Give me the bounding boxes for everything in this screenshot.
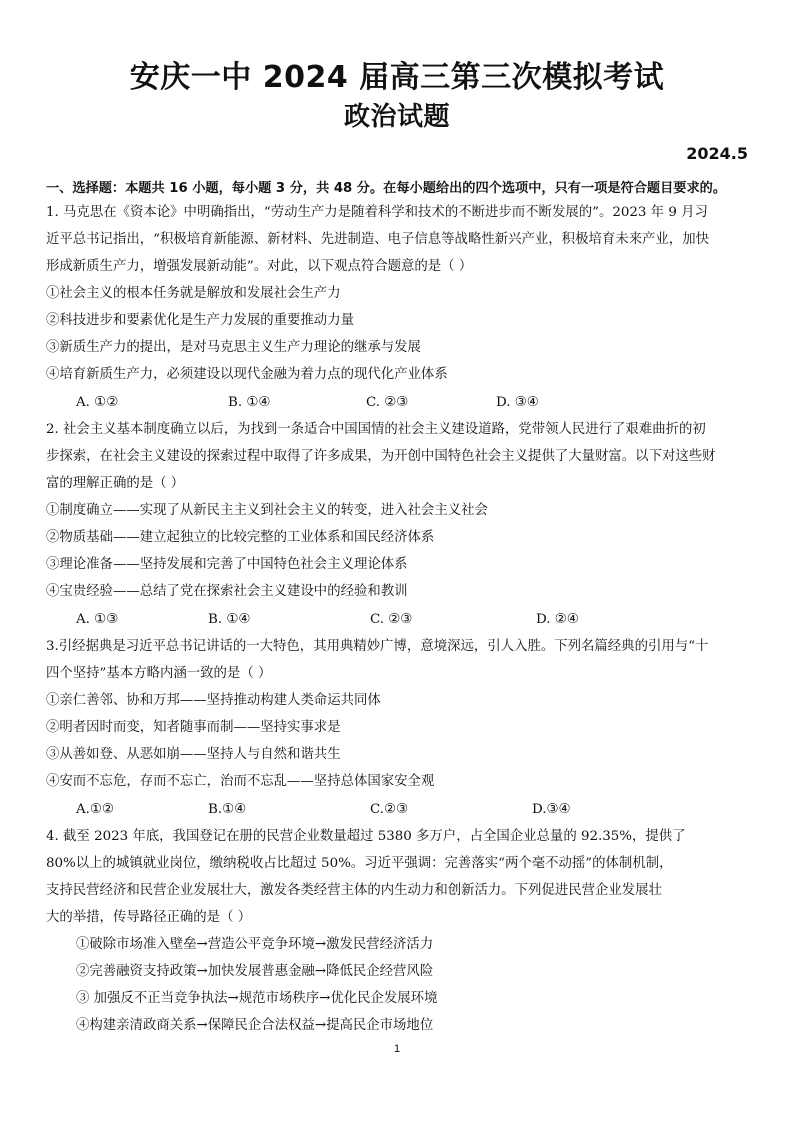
- question-1-item: ④培育新质生产力，必须建设以现代金融为着力点的现代化产业体系: [46, 367, 448, 382]
- section-heading: 一、选择题：本题共 16 小题，每小题 3 分，共 48 分。在每小题给出的四个选项中，只有一项是符合题目要求的。: [46, 181, 727, 196]
- question-3-option-a: A.①②: [76, 802, 114, 817]
- question-4-stem-line: 支持民营经济和民营企业发展壮大，激发各类经营主体的内生动力和创新活力。下列促进民营企业发展壮: [46, 883, 662, 898]
- question-2-stem-line: 2. 社会主义基本制度确立以后，为找到一条适合中国国情的社会主义建设道路，党带领人民进行了艰难曲折的初: [46, 422, 706, 437]
- question-1-stem-line: 近平总书记指出，“积极培育新能源、新材料、先进制造、电子信息等战略性新兴产业，积极培育未来产业，加快: [46, 232, 709, 247]
- question-2-option-b: B. ①④: [208, 612, 251, 627]
- question-2-stem-line: 步探索，在社会主义建设的探索过程中取得了许多成果，为开创中国特色社会主义提供了大量财富。以下对这些财: [46, 449, 716, 464]
- exam-date: 2024.5: [686, 144, 748, 163]
- question-2-option-d: D. ②④: [536, 612, 579, 627]
- question-3-item: ①亲仁善邻、协和万邦——坚持推动构建人类命运共同体: [46, 693, 381, 708]
- question-4-item: ④构建亲清政商关系→保障民企合法权益→提高民企市场地位: [76, 1018, 434, 1033]
- question-2-option-a: A. ①③: [76, 612, 119, 627]
- question-4-item: ①破除市场准入壁垒→营造公平竞争环境→激发民营经济活力: [76, 937, 434, 952]
- question-1-item: ②科技进步和要素优化是生产力发展的重要推动力量: [46, 313, 354, 328]
- question-3-item: ②明者因时而变，知者随事而制——坚持实事求是: [46, 720, 341, 735]
- question-2-item: ②物质基础——建立起独立的比较完整的工业体系和国民经济体系: [46, 530, 435, 545]
- exam-title: 安庆一中 2024 届高三第三次模拟考试: [129, 60, 665, 95]
- exam-subject: 政治试题: [343, 102, 450, 132]
- question-3-option-b: B.①④: [208, 802, 247, 817]
- question-4-stem-line: 80%以上的城镇就业岗位，缴纳税收占比超过 50%。习近平强调：完善落实“两个毫不动摇”的体制机制，: [46, 856, 673, 871]
- question-3-item: ④安而不忘危，存而不忘亡，治而不忘乱——坚持总体国家安全观: [46, 774, 435, 789]
- question-1-stem-line: 形成新质生产力，增强发展新动能”。对此，以下观点符合题意的是（ ）: [46, 259, 473, 274]
- question-2-stem-line: 富的理解正确的是（ ）: [46, 476, 185, 491]
- question-3-stem-line: 四个坚持”基本方略内涵一致的是（ ）: [46, 666, 272, 681]
- question-1-item: ①社会主义的根本任务就是解放和发展社会生产力: [46, 286, 341, 301]
- question-1-stem-line: 1. 马克思在《资本论》中明确指出，“劳动生产力是随着科学和技术的不断进步而不断发展的”。2023 年 9 月习: [46, 205, 708, 220]
- question-1-option-d: D. ③④: [496, 395, 539, 410]
- question-1-item: ③新质生产力的提出，是对马克思主义生产力理论的继承与发展: [46, 340, 421, 355]
- question-3-item: ③从善如登、从恶如崩——坚持人与自然和谐共生: [46, 747, 341, 762]
- page-number: 1: [393, 1043, 401, 1055]
- question-4-item: ③ 加强反不正当竞争执法→规范市场秩序→优化民企发展环境: [76, 991, 438, 1006]
- question-2-option-c: C. ②③: [370, 612, 413, 627]
- question-4-stem-line: 4. 截至 2023 年底，我国登记在册的民营企业数量超过 5380 多万户，占全国企业总量的 92.35%，提供了: [46, 829, 686, 844]
- question-2-item: ①制度确立——实现了从新民主主义到社会主义的转变，进入社会主义社会: [46, 503, 488, 518]
- question-2-item: ④宝贵经验——总结了党在探索社会主义建设中的经验和教训: [46, 584, 408, 599]
- question-1-option-b: B. ①④: [228, 395, 271, 410]
- question-3-option-d: D.③④: [532, 802, 571, 817]
- question-3-option-c: C.②③: [370, 802, 409, 817]
- question-4-item: ②完善融资支持政策→加快发展普惠金融→降低民企经营风险: [76, 964, 434, 979]
- question-4-stem-line: 大的举措，传导路径正确的是（ ）: [46, 910, 252, 925]
- question-3-stem-line: 3.引经据典是习近平总书记讲话的一大特色，其用典精妙广博，意境深远，引人入胜。下列名篇经典的引用与“十: [46, 639, 709, 654]
- question-1-option-a: A. ①②: [76, 395, 119, 410]
- question-1-option-c: C. ②③: [366, 395, 409, 410]
- question-2-item: ③理论准备——坚持发展和完善了中国特色社会主义理论体系: [46, 557, 408, 572]
